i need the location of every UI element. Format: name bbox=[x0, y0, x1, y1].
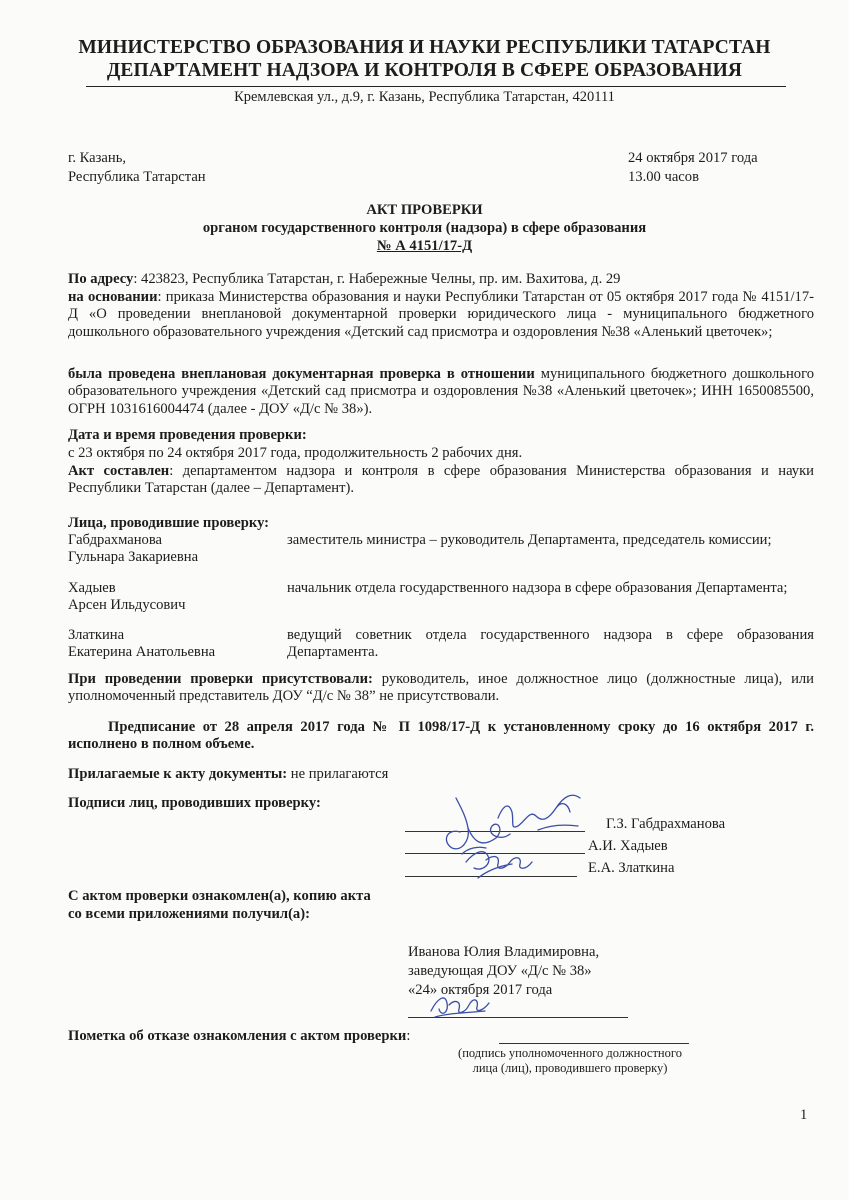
composed-value: : департаментом надзора и контроля в сфере образования Министерства образования и науки Республики Татарстан (далее – Департамент). bbox=[68, 463, 814, 497]
signatures-label: Подписи лиц, проводивших проверку: bbox=[68, 795, 321, 811]
ministry-heading: МИНИСТЕРСТВО ОБРАЗОВАНИЯ И НАУКИ РЕСПУБЛИКИ ТАТАРСТАН bbox=[78, 37, 771, 58]
act-time: 13.00 часов bbox=[628, 169, 699, 185]
inspector-1-surname: Габдрахманова bbox=[68, 532, 163, 548]
datetime-value: с 23 октября по 24 октября 2017 года, продолжительность 2 рабочих дня. bbox=[68, 445, 523, 461]
page-number: 1 bbox=[800, 1107, 808, 1123]
inspectors-label: Лица, проводившие проверку: bbox=[68, 515, 270, 531]
recipient-name: Иванова Юлия Владимировна, bbox=[408, 944, 600, 960]
attachments-paragraph bbox=[68, 766, 814, 783]
composed-paragraph bbox=[68, 463, 814, 498]
address-value: : 423823, Республика Татарстан, г. Набережные Челны, пр. им. Вахитова, д. 29 bbox=[133, 271, 621, 287]
department-heading: ДЕПАРТАМЕНТ НАДЗОРА И КОНТРОЛЯ В СФЕРЕ ОБРАЗОВАНИЯ bbox=[106, 60, 743, 81]
act-number-text: № А 4151/17-Д bbox=[376, 238, 473, 254]
address-label: По адресу bbox=[68, 271, 134, 287]
refusal-colon: : bbox=[406, 1028, 411, 1044]
inspector-1-given: Гульнара Закариевна bbox=[68, 549, 199, 566]
act-number bbox=[0, 238, 849, 255]
inspector-2-surname: Хадыев bbox=[68, 580, 116, 596]
recipient-position: заведующая ДОУ «Д/с № 38» bbox=[408, 963, 592, 979]
inspection-address bbox=[68, 271, 814, 288]
acquainted-line-2: со всеми приложениями получил(а): bbox=[68, 906, 310, 922]
inspector-3-name bbox=[68, 627, 278, 662]
signer-1: Г.З. Габдрахманова bbox=[606, 816, 726, 832]
present-value: руководитель, иное должностное лицо (должностные лица), или уполномоченный представитель ДОУ “Д/с № 38” не присутствовали. bbox=[68, 671, 814, 705]
basis-label: на основании bbox=[68, 289, 158, 305]
inspector-1-role: заместитель министра – руководитель Департамента, председатель комиссии; bbox=[287, 532, 772, 548]
basis-paragraph bbox=[68, 289, 814, 341]
inspector-1-name bbox=[68, 532, 278, 567]
present-paragraph bbox=[68, 671, 814, 706]
act-title: АКТ ПРОВЕРКИ bbox=[366, 202, 483, 218]
attachments-label: Прилагаемые к акту документы: bbox=[68, 766, 288, 782]
header-address: Кремлевская ул., д.9, г. Казань, Республика Татарстан, 420111 bbox=[234, 89, 615, 105]
composed-label: Акт составлен bbox=[68, 463, 170, 479]
conducted-label: была проведена внеплановая документарная проверка в отношении bbox=[68, 366, 535, 382]
acquainted-line-1: С актом проверки ознакомлен(а), копию акта bbox=[68, 888, 371, 904]
place-region: Республика Татарстан bbox=[68, 169, 206, 185]
recipient-date: «24» октября 2017 года bbox=[408, 982, 553, 998]
inspector-2-role: начальник отдела государственного надзора в сфере образования Департамента; bbox=[287, 580, 788, 596]
inspectors-handwritten-signatures bbox=[438, 790, 598, 880]
inspector-2-name bbox=[68, 580, 278, 615]
signer-3: Е.А. Златкина bbox=[588, 860, 675, 876]
signer-2: А.И. Хадыев bbox=[588, 838, 668, 854]
header-rule bbox=[86, 86, 786, 87]
place-city: г. Казань, bbox=[68, 150, 127, 166]
refusal-label-text: Пометка об отказе ознакомления с актом проверки bbox=[68, 1028, 407, 1044]
attachments-value: не прилагаются bbox=[287, 766, 389, 782]
act-subtitle: органом государственного контроля (надзора) в сфере образования bbox=[202, 220, 647, 236]
recipient-handwritten-signature bbox=[425, 985, 495, 1021]
inspector-3-role: ведущий советник отдела государственного надзора в сфере образования Департамента. bbox=[287, 627, 814, 661]
refusal-label bbox=[68, 1028, 410, 1045]
conducted-value: муниципального бюджетного дошкольного образовательного учреждения «Детский сад присмотра и оздоровления №38 «Аленький цветочек»; ИНН 1650085500, ОГРН 1031616004474 (далее - ДОУ «Д/с № 38»). bbox=[68, 366, 814, 417]
present-label: При проведении проверки присутствовали: bbox=[68, 671, 373, 687]
inspector-3-surname: Златкина bbox=[68, 627, 125, 643]
inspector-2-given: Арсен Ильдусович bbox=[68, 597, 186, 614]
refusal-caption-2: лица (лиц), проводившего проверку) bbox=[472, 1061, 668, 1075]
datetime-label: Дата и время проведения проверки: bbox=[68, 427, 307, 443]
refusal-signature-line bbox=[499, 1043, 689, 1044]
prescription-paragraph: Предписание от 28 апреля 2017 года № П 1098/17-Д к установленному сроку до 16 октября 2017 г. исполнено в полном объеме. bbox=[68, 719, 814, 753]
basis-value: : приказа Министерства образования и науки Республики Татарстан от 05 октября 2017 года № 4151/17-Д «О проведении внеплановой документарной проверки юридического лица - муниципального бюджетного дошкольного образовательного учреждения «Детский сад присмотра и оздоровления №38 «Аленький цветочек»; bbox=[68, 289, 815, 340]
conducted-paragraph bbox=[68, 366, 814, 418]
act-date: 24 октября 2017 года bbox=[628, 150, 758, 166]
inspector-3-given: Екатерина Анатольевна bbox=[68, 644, 216, 661]
refusal-caption-1: (подпись уполномоченного должностного bbox=[458, 1046, 682, 1060]
